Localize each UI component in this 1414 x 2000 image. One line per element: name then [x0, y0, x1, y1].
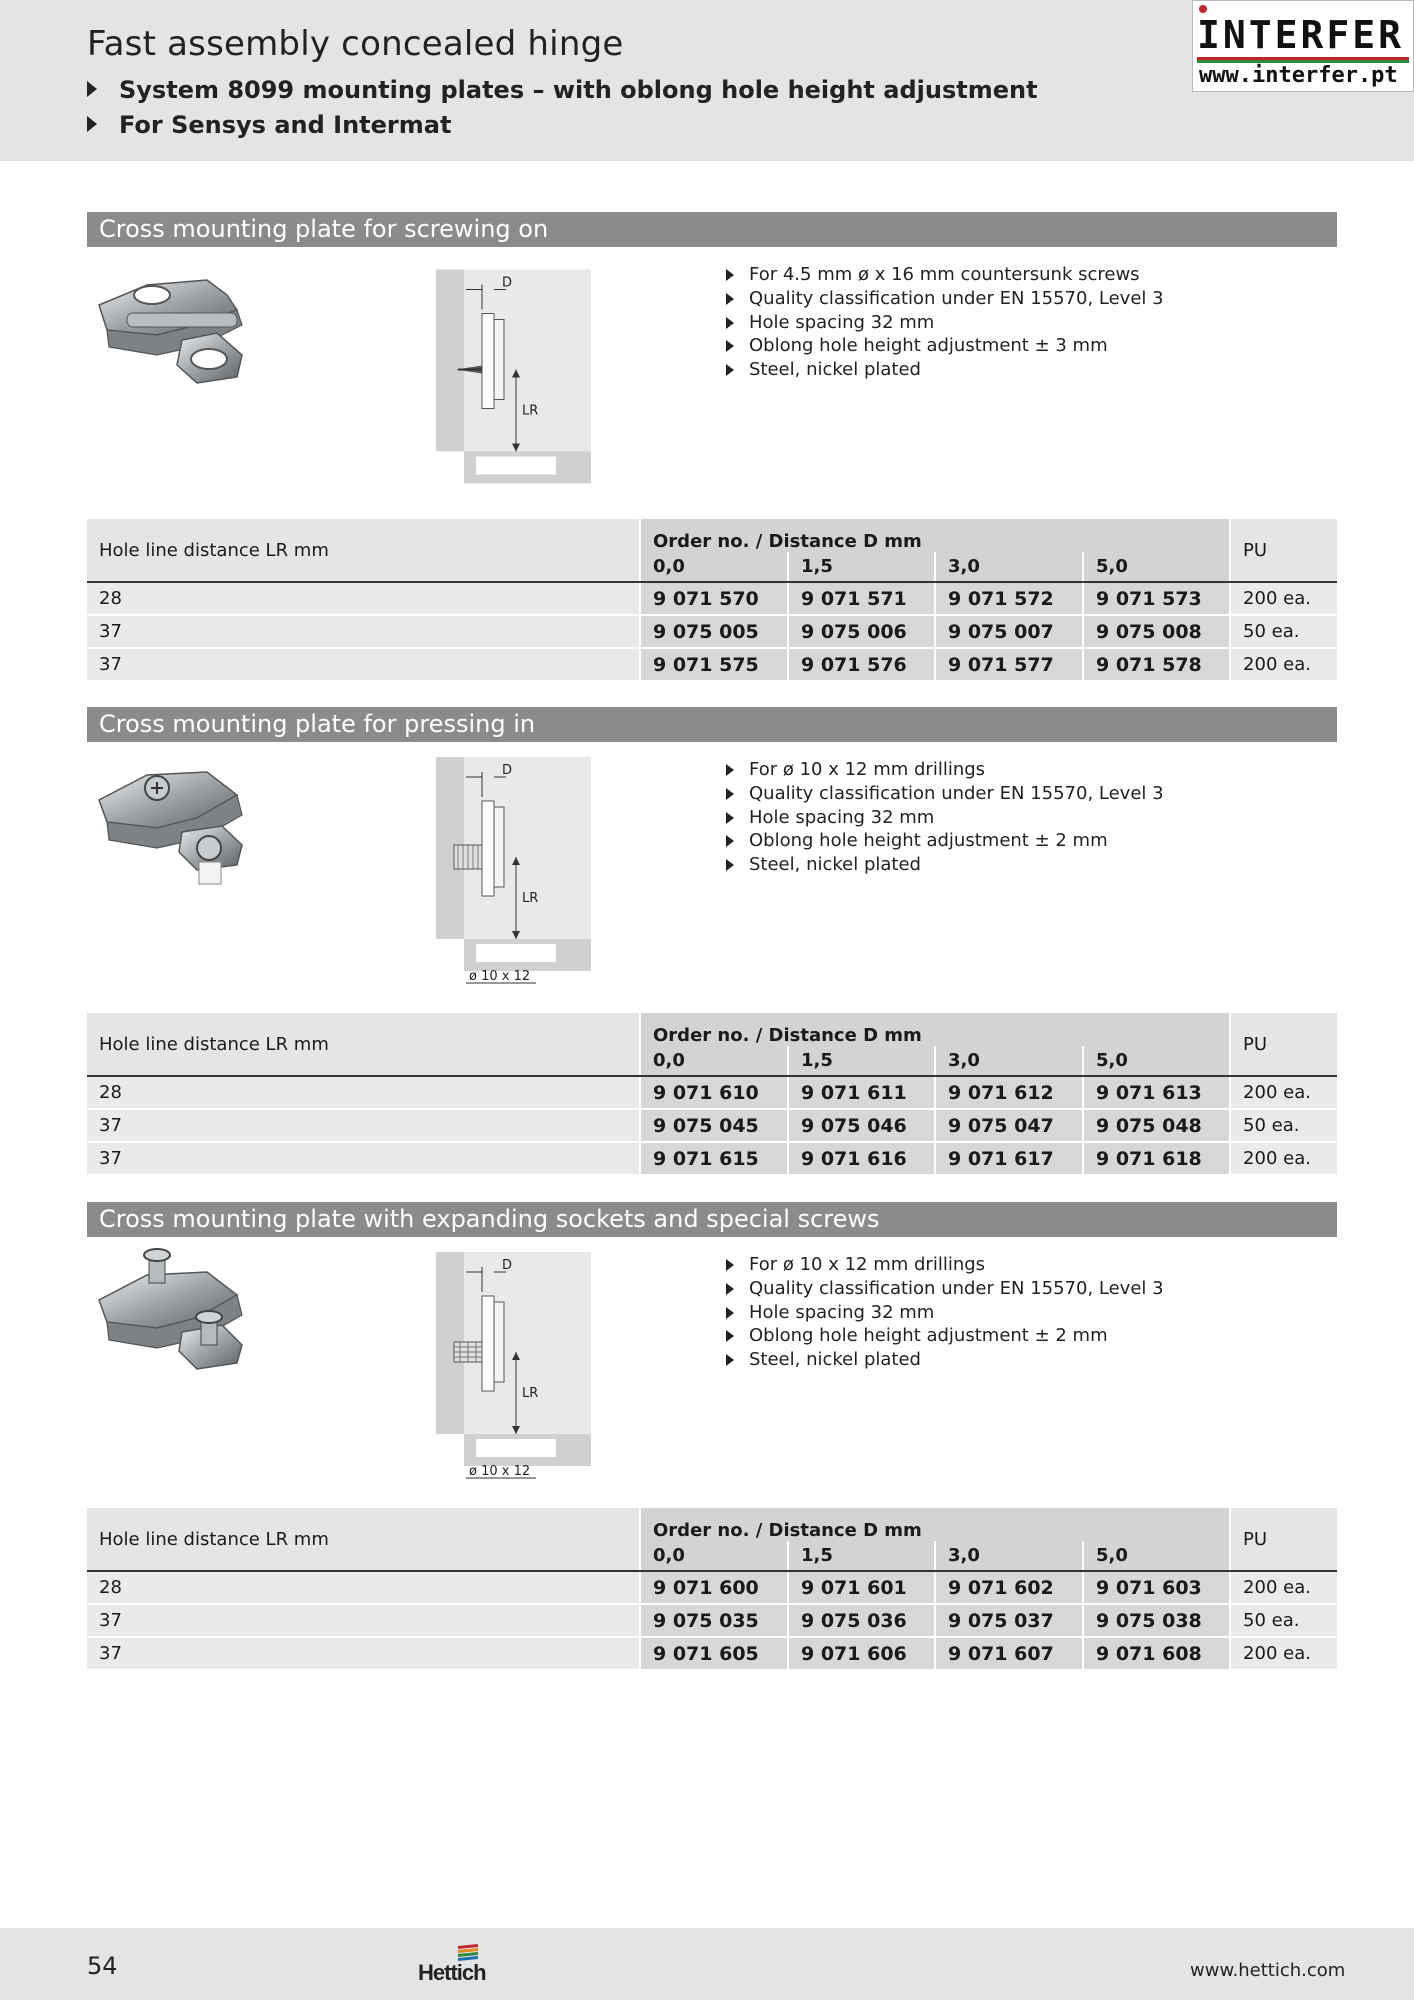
cell-order-no: 9 071 616: [788, 1142, 935, 1175]
cell-pu: 200 ea.: [1230, 1637, 1337, 1670]
table-row: [87, 582, 1337, 615]
feature-list-screwing: [725, 263, 1164, 382]
feature-item: Hole spacing 32 mm: [725, 311, 1164, 335]
header-lr: Hole line distance LR mm: [87, 519, 640, 582]
logo-dot-icon: [1199, 5, 1207, 13]
table-row: [87, 1571, 1337, 1604]
feature-item: Steel, nickel plated: [725, 358, 1164, 382]
diagram-label-drill: ø 10 x 12: [469, 969, 531, 984]
cell-order-no: 9 071 608: [1083, 1637, 1230, 1670]
cell-lr: 37: [87, 615, 640, 648]
cell-pu: 50 ea.: [1230, 1109, 1337, 1142]
cell-pu: 200 ea.: [1230, 1076, 1337, 1109]
cell-order-no: 9 071 600: [640, 1571, 788, 1604]
cell-order-no: 9 075 045: [640, 1109, 788, 1142]
cell-order-no: 9 071 617: [935, 1142, 1083, 1175]
cell-order-no: 9 075 038: [1083, 1604, 1230, 1637]
cell-order-no: 9 071 612: [935, 1076, 1083, 1109]
mounting-plate-press-photo: [87, 750, 327, 900]
subtitle-2: [87, 111, 451, 139]
cell-pu: 200 ea.: [1230, 582, 1337, 615]
cell-order-no: 9 071 601: [788, 1571, 935, 1604]
subtitle-text: System 8099 mounting plates – with oblong hole height adjustment: [119, 76, 1038, 104]
cell-order-no: 9 075 037: [935, 1604, 1083, 1637]
diagram-label-lr: LR: [522, 891, 539, 906]
cell-order-no: 9 071 575: [640, 648, 788, 681]
diagram-label-lr: LR: [522, 403, 539, 419]
hettich-brand: Hettich: [418, 1960, 486, 1985]
header-pu: PU: [1230, 1508, 1337, 1571]
feature-item: For 4.5 mm ø x 16 mm countersunk screws: [725, 263, 1164, 287]
cell-order-no: 9 071 602: [935, 1571, 1083, 1604]
cell-order-no: 9 071 611: [788, 1076, 935, 1109]
header-distance: 3,0: [935, 1046, 1083, 1076]
feature-list-expanding: [725, 1253, 1164, 1372]
header-distance: 5,0: [1083, 552, 1230, 582]
cell-order-no: 9 071 577: [935, 648, 1083, 681]
header-distance: 5,0: [1083, 1046, 1230, 1076]
feature-item: Quality classification under EN 15570, Level 3: [725, 782, 1164, 806]
page-title: Fast assembly concealed hinge: [87, 24, 624, 64]
section-title-expanding: Cross mounting plate with expanding sockets and special screws: [87, 1202, 1337, 1237]
cell-order-no: 9 071 605: [640, 1637, 788, 1670]
cell-order-no: 9 075 048: [1083, 1109, 1230, 1142]
cell-lr: 28: [87, 1076, 640, 1109]
footer-url[interactable]: www.hettich.com: [1190, 1960, 1346, 1981]
feature-item: Hole spacing 32 mm: [725, 1301, 1164, 1325]
feature-item: Steel, nickel plated: [725, 853, 1164, 877]
table-row: [87, 1142, 1337, 1175]
feature-item: For ø 10 x 12 mm drillings: [725, 758, 1164, 782]
order-table-expanding: [87, 1508, 1337, 1671]
cell-order-no: 9 071 571: [788, 582, 935, 615]
cell-order-no: 9 071 607: [935, 1637, 1083, 1670]
cell-lr: 37: [87, 648, 640, 681]
cell-order-no: 9 075 036: [788, 1604, 935, 1637]
section-title-pressing: Cross mounting plate for pressing in: [87, 707, 1337, 742]
section-title-screwing: Cross mounting plate for screwing on: [87, 212, 1337, 247]
header-lr: Hole line distance LR mm: [87, 1508, 640, 1571]
cell-order-no: 9 071 570: [640, 582, 788, 615]
feature-item: For ø 10 x 12 mm drillings: [725, 1253, 1164, 1277]
cell-lr: 37: [87, 1604, 640, 1637]
table-row: [87, 615, 1337, 648]
table-row: [87, 648, 1337, 681]
cell-order-no: 9 075 046: [788, 1109, 935, 1142]
header-distance: 1,5: [788, 1046, 935, 1076]
interfer-logo[interactable]: [1192, 0, 1414, 92]
feature-item: Quality classification under EN 15570, Level 3: [725, 1277, 1164, 1301]
cell-order-no: 9 071 613: [1083, 1076, 1230, 1109]
bullet-triangle-icon: [87, 116, 97, 132]
table-row: [87, 1604, 1337, 1637]
page-number: 54: [87, 1952, 118, 1980]
feature-item: Oblong hole height adjustment ± 3 mm: [725, 334, 1164, 358]
cell-order-no: 9 071 573: [1083, 582, 1230, 615]
cell-order-no: 9 071 615: [640, 1142, 788, 1175]
cell-order-no: 9 071 576: [788, 648, 935, 681]
subtitle-text: For Sensys and Intermat: [119, 111, 452, 139]
header-order: Order no. / Distance D mm: [640, 1013, 1230, 1046]
cell-order-no: 9 075 005: [640, 615, 788, 648]
cell-lr: 37: [87, 1142, 640, 1175]
feature-item: Oblong hole height adjustment ± 2 mm: [725, 829, 1164, 853]
header-distance: 3,0: [935, 552, 1083, 582]
cell-order-no: 9 071 572: [935, 582, 1083, 615]
mounting-plate-expanding-photo: [87, 1245, 327, 1395]
mounting-diagram-expanding: [436, 1252, 592, 1482]
header-distance: 1,5: [788, 552, 935, 582]
cell-order-no: 9 071 578: [1083, 648, 1230, 681]
cell-lr: 37: [87, 1109, 640, 1142]
header-order: Order no. / Distance D mm: [640, 1508, 1230, 1541]
logo-brand: INTERFER: [1197, 13, 1405, 57]
mounting-diagram-press: [436, 757, 592, 987]
cell-pu: 50 ea.: [1230, 615, 1337, 648]
order-table-screwing: [87, 519, 1337, 682]
cell-pu: 200 ea.: [1230, 648, 1337, 681]
table-row: [87, 1637, 1337, 1670]
header-distance: 3,0: [935, 1541, 1083, 1571]
cell-order-no: 9 075 008: [1083, 615, 1230, 648]
diagram-label-d: D: [502, 1258, 513, 1273]
header-distance: 0,0: [640, 1541, 788, 1571]
header-order: Order no. / Distance D mm: [640, 519, 1230, 552]
mounting-plate-screw-photo: [87, 255, 327, 405]
cell-order-no: 9 075 047: [935, 1109, 1083, 1142]
header-distance: 0,0: [640, 552, 788, 582]
cell-order-no: 9 075 035: [640, 1604, 788, 1637]
table-row: [87, 1109, 1337, 1142]
header-lr: Hole line distance LR mm: [87, 1013, 640, 1076]
feature-item: Quality classification under EN 15570, Level 3: [725, 287, 1164, 311]
cell-order-no: 9 071 610: [640, 1076, 788, 1109]
cell-lr: 28: [87, 582, 640, 615]
logo-url: www.interfer.pt: [1199, 63, 1398, 88]
cell-order-no: 9 071 606: [788, 1637, 935, 1670]
diagram-label-d: D: [502, 275, 513, 291]
header-pu: PU: [1230, 1013, 1337, 1076]
feature-list-pressing: [725, 758, 1164, 877]
cell-order-no: 9 071 603: [1083, 1571, 1230, 1604]
diagram-label-lr: LR: [522, 1386, 539, 1401]
order-table-pressing: [87, 1013, 1337, 1176]
diagram-label-d: D: [502, 763, 513, 778]
diagram-label-drill: ø 10 x 12: [469, 1464, 531, 1479]
subtitle-1: [87, 76, 1038, 104]
mounting-diagram-screw: [436, 262, 592, 492]
header-distance: 0,0: [640, 1046, 788, 1076]
feature-item: Steel, nickel plated: [725, 1348, 1164, 1372]
cell-lr: 37: [87, 1637, 640, 1670]
cell-order-no: 9 075 006: [788, 615, 935, 648]
cell-order-no: 9 071 618: [1083, 1142, 1230, 1175]
cell-pu: 200 ea.: [1230, 1142, 1337, 1175]
cell-pu: 50 ea.: [1230, 1604, 1337, 1637]
header-pu: PU: [1230, 519, 1337, 582]
bullet-triangle-icon: [87, 81, 97, 97]
feature-item: Oblong hole height adjustment ± 2 mm: [725, 1324, 1164, 1348]
header-distance: 1,5: [788, 1541, 935, 1571]
feature-item: Hole spacing 32 mm: [725, 806, 1164, 830]
header-distance: 5,0: [1083, 1541, 1230, 1571]
table-row: [87, 1076, 1337, 1109]
cell-lr: 28: [87, 1571, 640, 1604]
cell-order-no: 9 075 007: [935, 615, 1083, 648]
cell-pu: 200 ea.: [1230, 1571, 1337, 1604]
